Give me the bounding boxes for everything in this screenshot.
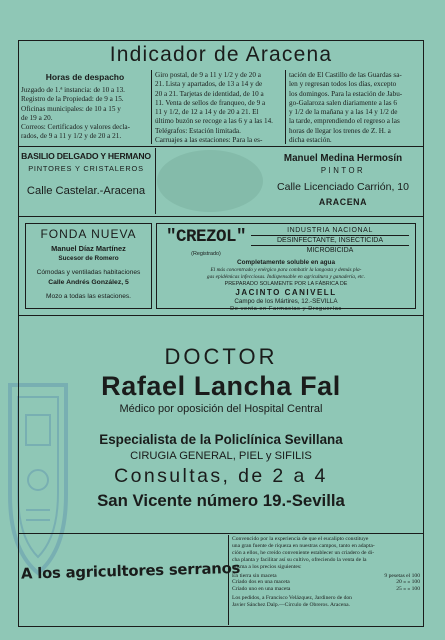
crezol-sale: De venta en Farmacias y Droguerías — [230, 306, 342, 312]
crezol-brand-block — [163, 226, 249, 258]
fonda-title: FONDA NUEVA — [40, 227, 137, 241]
price-item: En tierra sin maceta — [232, 572, 277, 579]
crezol-body — [157, 259, 415, 313]
carruajes-line: len y regresan todos los días, excepto — [289, 80, 397, 89]
crezol-industry: INDUSTRIA NACIONAL — [251, 226, 409, 236]
crezol-solubility: Completamente soluble en agua — [236, 259, 335, 266]
agricultores-intro-line: una gran fuente de riqueza en nuestras campos, tanto en adapta- — [232, 542, 375, 549]
doctor-fields: CIRUGIA GENERAL, PIEL y SIFILIS — [130, 450, 312, 462]
correos-line: Giro postal, de 9 a 11 y 1/2 y de 20 a — [155, 71, 261, 79]
worn-stain — [157, 150, 263, 212]
agricultores-intro-line: Convencido por la experiencia de que el eucalipto constituye — [232, 536, 369, 542]
column-divider — [155, 148, 156, 214]
column-divider — [285, 70, 286, 144]
ad-doctor — [18, 343, 424, 511]
price-item: Criado uno en una maceta — [232, 586, 291, 593]
price-item: Criado dos en una maceta — [232, 579, 290, 586]
fonda-note: Mozo a todas las estaciones. — [45, 293, 132, 300]
correos-line: 11. Venta de sellos de franqueo, de 9 a — [155, 98, 266, 107]
crezol-desc: MICROBICIDA — [306, 247, 354, 254]
crezol-maker-address: Campo de los Mártires, 12.-SEVILLA — [234, 298, 338, 305]
agricultores-contact-line: Javier Sánchez Dalp.—Círculo de Obreros. Aracena. — [232, 602, 351, 609]
horas-line: Correos: Certificados y valores decla- — [21, 123, 130, 132]
doctor-hours: Consultas, de 2 a 4 — [114, 465, 328, 487]
carruajes-line: y 1/2 de la mañana y a las 14 y 1/2 de — [289, 108, 398, 117]
correos-line: último buzón se recoge a las 6 y a las 14. — [155, 117, 273, 126]
agricultores-intro-line: misma a los precios siguientes: — [232, 563, 302, 570]
crezol-prepared: PREPARADO SOLAMENTE POR LA FÁBRICA DE — [224, 281, 348, 287]
correos-column — [155, 71, 283, 145]
agricultores-body — [232, 536, 420, 609]
delgado-trade: PINTORES Y CRISTALEROS — [28, 164, 144, 173]
column-divider — [228, 535, 229, 625]
carruajes-line: horas de llegar los trenes de Z. H. a — [289, 126, 391, 135]
horas-column — [21, 70, 149, 142]
fonda-services: Cómodas y ventiladas habitaciones — [36, 269, 141, 276]
horas-line: Registro de la Propiedad: de 9 a 15. — [21, 95, 124, 104]
crezol-maker: JACINTO CANIVELL — [235, 288, 337, 297]
carruajes-line: tación de El Castillo de las Guardas sa- — [289, 71, 402, 79]
crezol-brand: "CREZOL" — [165, 227, 246, 247]
agricultores-intro-line: ción a ellos, he creído conveniente establecer un criadero de di- — [232, 549, 375, 556]
medina-name: Manuel Medina Hermosín — [283, 153, 403, 164]
doctor-address: San Vicente número 19.-Sevilla — [97, 491, 345, 510]
fonda-successor: Sucesor de Romero — [58, 255, 119, 262]
correos-line: 21. Lista y apartados, de 13 a 14 y de — [155, 80, 263, 89]
correos-line: Telégrafos: Estación limitada. — [155, 126, 241, 135]
ad-medina — [263, 152, 423, 209]
carruajes-line: los domingos. Para la estación de Jabu- — [289, 89, 403, 98]
ad-crezol — [156, 223, 416, 312]
horas-line: Oficinas municipales: de 10 a 15 y — [21, 104, 121, 113]
fonda-owner: Manuel Díaz Martínez — [51, 244, 126, 253]
agricultores-title: A los agricultores serranos — [20, 559, 241, 583]
crezol-desc-block — [251, 226, 409, 255]
horas-line: Juzgado de 1.ª instancia: de 10 a 13. — [21, 86, 125, 94]
fonda-address: Calle Andrés González, 5 — [48, 279, 129, 286]
doctor-heading: DOCTOR — [164, 344, 278, 369]
delgado-name: BASILIO DELGADO Y HERMANO — [21, 151, 151, 161]
page-title: Indicador de Aracena — [109, 43, 333, 66]
section-divider — [18, 216, 424, 217]
price-value: 9 pesetas el 100 — [384, 572, 420, 579]
crezol-registered: (Registrado) — [191, 251, 221, 257]
crezol-desc: DESINFECTANTE, INSECTICIDA — [251, 236, 409, 246]
price-row — [232, 579, 420, 586]
price-value: 20 » » 100 — [396, 579, 420, 586]
doctor-specialist: Especialista de la Policlínica Sevillana — [99, 432, 343, 447]
carruajes-column — [289, 71, 421, 145]
section-divider — [18, 315, 424, 316]
ad-delgado — [21, 150, 151, 202]
medina-address: Calle Licenciado Carrión, 10 — [277, 181, 409, 193]
price-row — [232, 586, 420, 593]
carruajes-line: dicha estación. — [289, 136, 332, 145]
column-divider — [151, 70, 152, 144]
doctor-name: Rafael Lancha Fal — [101, 371, 341, 401]
correos-line: 11 y 1/2, de 12 a 14 y de 20 a 21. El — [155, 108, 259, 117]
agricultores-intro-line: cha planta y facilitar así su cultivo, ofreciendo la venta de la — [232, 556, 367, 563]
section-divider — [18, 146, 424, 147]
correos-line: 20 a 21. Tarjetas de identidad, de 10 a — [155, 89, 264, 98]
medina-trade: PINTOR — [320, 166, 366, 175]
price-row — [232, 573, 420, 580]
carruajes-line: go-Galaroza salen diariamente a las 6 — [289, 98, 397, 107]
correos-line: Carruajes a las estaciones: Para la es- — [155, 136, 263, 145]
medina-city: ARACENA — [318, 197, 368, 207]
agricultores-contact-line: Los pedidos, a Francisco Velázquez, Jardinero de don — [232, 595, 352, 602]
carruajes-line: la tarde, emprendiendo el regreso a las — [289, 117, 400, 126]
horas-line: de 19 a 20. — [21, 113, 53, 122]
section-divider — [18, 533, 424, 534]
crezol-body-line: El más concentrado y enérgico para combatir la langosta y demás pla- — [210, 267, 362, 273]
horas-line: rados, de 9 a 11 y 1/2 y de 20 a 21. — [21, 132, 122, 141]
price-value: 25 » » 100 — [396, 586, 420, 593]
delgado-address: Calle Castelar.-Aracena — [26, 185, 146, 197]
doctor-subtitle: Médico por oposición del Hospital Central — [119, 403, 323, 415]
horas-title: Horas de despacho — [45, 72, 125, 82]
crezol-body-line: gas epidémicas infecciosas. Indispensable en agricultura y ganadería, etc. — [206, 273, 366, 280]
ad-fonda-nueva — [25, 223, 152, 309]
